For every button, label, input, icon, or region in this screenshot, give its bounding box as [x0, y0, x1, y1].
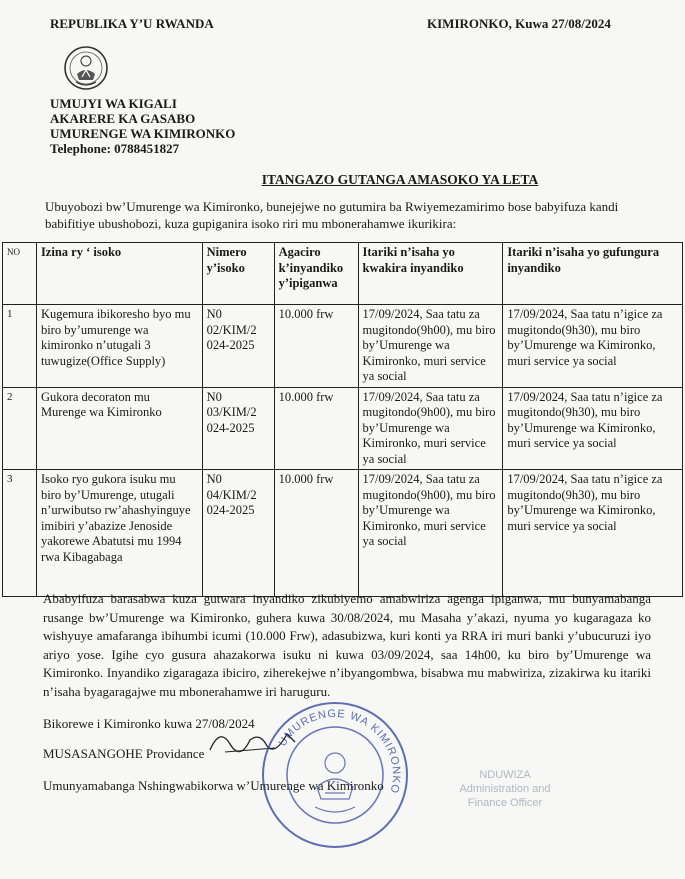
cell-opening: 17/09/2024, Saa tatu n’igice za mugitondo(9h30), mu biro by’Umurenge wa Kimironko, muri service ya social	[503, 470, 683, 597]
col-header-no: NO	[3, 243, 37, 305]
col-header-submission: Itariki n’isaha yo kwakira inyandiko	[358, 243, 503, 305]
signatory-title: Umunyamabanga Nshingwabikorwa w’Umurenge wa Kimironko	[43, 778, 384, 793]
cell-opening: 17/09/2024, Saa tatu n’igice za mugitondo(9h30), mu biro by’Umurenge wa Kimironko, muri service ya social	[503, 305, 683, 388]
city-line: UMUJYI WA KIGALI	[50, 96, 177, 111]
table-row	[3, 305, 683, 388]
table-row	[3, 387, 683, 470]
body-paragraph: Ababyifuza barasabwa kuza gutwara inyandiko zikubiyemo amabwiriza agenga ipiganwa, mu bunyamabanga rusange bw’Umurenge wa Kimironko, guhera kuwa 30/08/2024, mu Masaha y’akazi, nyuma yo kugaragaza ko wishyuye amafaranga ibihumbi icumi (10.000 Frw), adasubizwa, kuri konti ya RRA iri muri banki y’ubucuruzi iyo ariyo yose. Igihe cyo gusura ahazakorwa isuku ni kuwa 03/09/2024, saa 14h00, ku biro by’Umurenge wa Kimironko. Inyandiko zigaragaza ibiciro, ziherekejwe n’ibyangombwa, bisabwa mu mabwiriza, zizakirwa ku itariki n’isaha byagaragajwe mu mbonerahamwe iri haruguru.	[43, 591, 651, 699]
faded-stamp-line2: Finance Officer	[467, 797, 543, 809]
district-line: AKARERE KA GASABO	[50, 111, 196, 126]
rwanda-emblem-icon	[62, 44, 110, 92]
official-stamp	[255, 695, 415, 855]
table-row	[3, 470, 683, 597]
faded-stamp-name: NDUWIZA	[479, 769, 531, 781]
cell-name: Gukora decoraton mu Murenge wa Kimironko	[36, 387, 202, 470]
sector-line: UMURENGE WA KIMIRONKO	[50, 126, 236, 141]
cell-ref: N0 03/KIM/2 024-2025	[202, 387, 274, 470]
tender-table	[2, 242, 683, 597]
cell-submission: 17/09/2024, Saa tatu za mugitondo(9h00), mu biro by’Umurenge wa Kimironko, muri service ya social	[358, 305, 503, 388]
cell-no: 2	[3, 387, 37, 470]
stamp-ring-text: UMURENGE WA KIMIRONKO	[276, 707, 403, 796]
signatory-name: MUSASANGOHE Providance	[43, 746, 205, 761]
closing-date-line: Bikorewe i Kimironko kuwa 27/08/2024	[43, 716, 255, 731]
cell-submission: 17/09/2024, Saa tatu za mugitondo(9h00), mu biro by’Umurenge wa Kimironko, muri service ya social	[358, 387, 503, 470]
place-date: KIMIRONKO, Kuwa 27/08/2024	[427, 16, 611, 31]
cell-fee: 10.000 frw	[274, 470, 358, 597]
cell-no: 3	[3, 470, 37, 597]
telephone-line: Telephone: 0788451827	[50, 141, 180, 156]
col-header-opening: Itariki n’isaha yo gufungura inyandiko	[503, 243, 683, 305]
republic-heading: REPUBLIKA Y’U RWANDA	[50, 16, 214, 31]
col-header-name: Izina ry ‘ isoko	[36, 243, 202, 305]
cell-fee: 10.000 frw	[274, 305, 358, 388]
intro-paragraph: Ubuyobozi bw’Umurenge wa Kimironko, bunejejwe no gutumira ba Rwiyemezamirimo bose babyifuza kandi babifitiye ubushobozi, kuza gupiganira isoko riri mu mbonerahamwe ikurikira:	[45, 199, 619, 231]
notice-title: ITANGAZO GUTANGA AMASOKO YA LETA	[261, 172, 539, 187]
cell-name: Kugemura ibikoresho byo mu biro by’umurenge wa kimironko n’utugali 3 tuwugize(Office Supply)	[36, 305, 202, 388]
faded-officer-stamp	[425, 768, 585, 810]
admin-block	[50, 96, 235, 156]
table-header-row	[3, 243, 683, 305]
col-header-fee: Agaciro k’inyandiko y’ipiganwa	[274, 243, 358, 305]
cell-ref: N0 02/KIM/2 024-2025	[202, 305, 274, 388]
cell-no: 1	[3, 305, 37, 388]
cell-ref: N0 04/KIM/2 024-2025	[202, 470, 274, 597]
faded-stamp-line1: Administration and	[459, 783, 551, 795]
cell-submission: 17/09/2024, Saa tatu za mugitondo(9h00), mu biro by’Umurenge wa Kimironko, muri service ya social	[358, 470, 503, 597]
col-header-ref: Nimero y’isoko	[202, 243, 274, 305]
cell-fee: 10.000 frw	[274, 387, 358, 470]
cell-opening: 17/09/2024, Saa tatu n’igice za mugitondo(9h30), mu biro by’Umurenge wa Kimironko, muri service ya social	[503, 387, 683, 470]
cell-name: Isoko ryo gukora isuku mu biro by’Umurenge, utugali n’urwibutso rw’ahashyinguye imibiri y’abazize Jenoside yakorewe Abatutsi mu 1994 rwa Kibagabaga	[36, 470, 202, 597]
